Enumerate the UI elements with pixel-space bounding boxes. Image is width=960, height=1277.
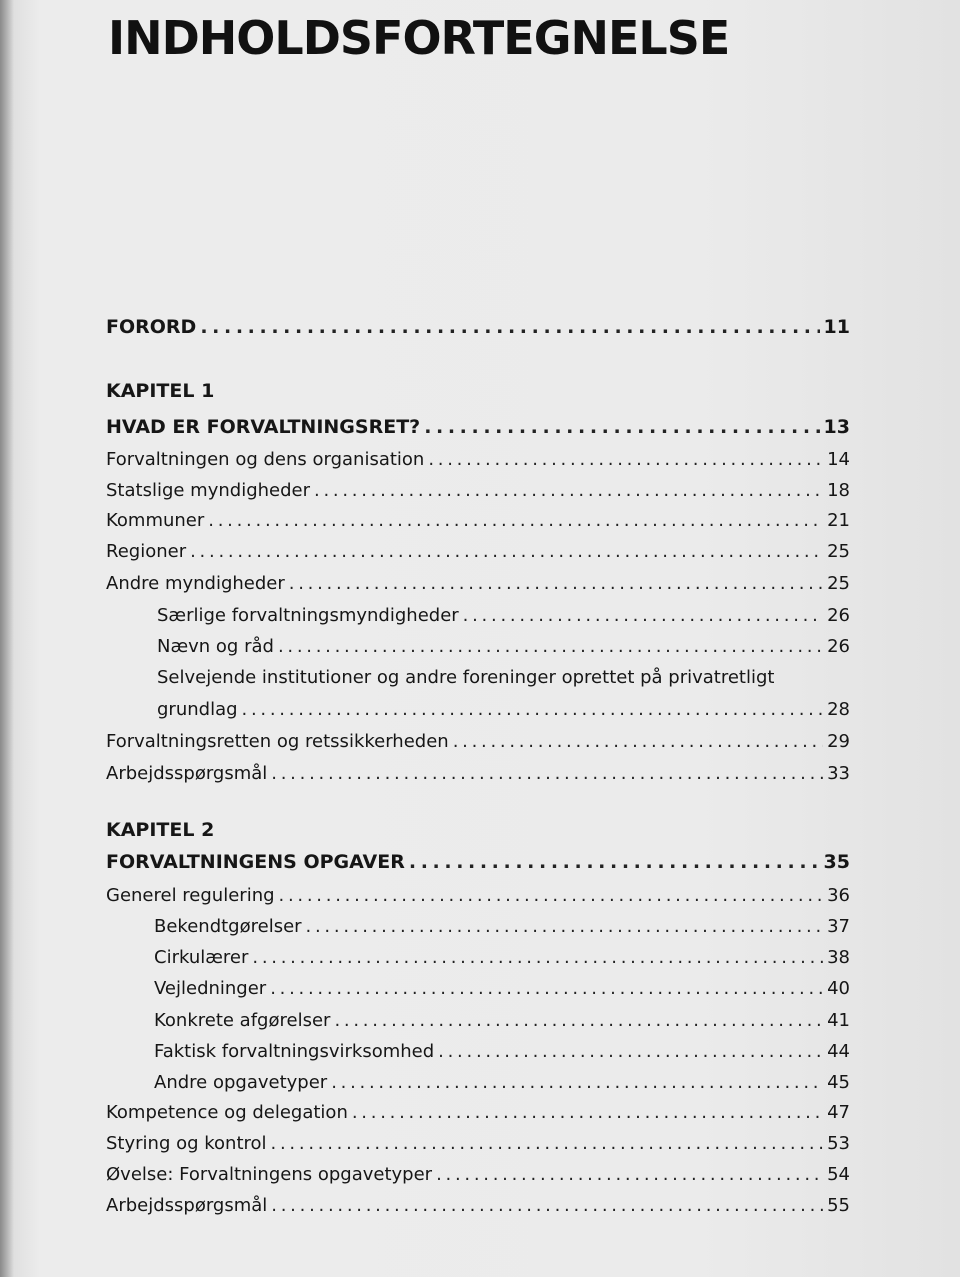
toc-subentry[interactable] [154, 915, 850, 939]
toc-entry-label: Arbejdsspørgsmål [106, 763, 268, 784]
toc-entry-label: Styring og kontrol [106, 1133, 267, 1154]
leader-dots [436, 1163, 823, 1187]
toc-entry-label: Bekendtgørelser [154, 916, 302, 937]
toc-chapter-heading[interactable] [106, 850, 850, 874]
toc-entry-label: Selvejende institutioner og andre foreninger oprettet på privatretligt [157, 667, 775, 688]
toc-entry[interactable] [106, 572, 850, 596]
toc-entry[interactable] [106, 1194, 850, 1218]
leader-dots [278, 635, 823, 659]
toc-subentry-line1[interactable] [157, 666, 850, 690]
leader-dots [190, 540, 823, 564]
toc-entry[interactable] [106, 448, 850, 472]
leader-dots [289, 572, 823, 596]
toc-entry-forord[interactable] [106, 315, 850, 339]
toc-entry-label: FORORD [106, 316, 197, 338]
toc-entry-label: Øvelse: Forvaltningens opgavetyper [106, 1164, 433, 1185]
toc-entry-page: 47 [827, 1102, 850, 1123]
leader-dots [252, 946, 823, 970]
leader-dots [279, 884, 824, 908]
toc-entry-page: 35 [823, 851, 850, 873]
toc-entry-page: 45 [827, 1072, 850, 1093]
toc-entry-page: 41 [827, 1010, 850, 1031]
page-title: INDHOLDSFORTEGNELSE [108, 11, 730, 65]
toc-chapter-heading[interactable] [106, 415, 850, 439]
leader-dots [208, 509, 823, 533]
toc-entry-page: 37 [827, 916, 850, 937]
toc-entry-page: 25 [827, 541, 850, 562]
toc-entry[interactable] [106, 1132, 850, 1156]
toc-entry-label: Kompetence og delegation [106, 1102, 348, 1123]
toc-entry-label: Særlige forvaltningsmyndigheder [157, 605, 459, 626]
toc-entry-label: Statslige myndigheder [106, 480, 311, 501]
leader-dots [314, 479, 823, 503]
toc-subentry[interactable] [154, 1040, 850, 1064]
toc-entry[interactable] [106, 509, 850, 533]
leader-dots [306, 915, 824, 939]
toc-entry-label: Forvaltningen og dens organisation [106, 449, 425, 470]
toc-entry[interactable] [106, 540, 850, 564]
toc-entry[interactable] [106, 479, 850, 503]
toc-subentry-line2[interactable] [157, 698, 850, 722]
toc-entry-page: 13 [823, 416, 850, 438]
toc-entry-page: 44 [827, 1041, 850, 1062]
toc-entry-label: Vejledninger [154, 978, 267, 999]
toc-entry-label: Forvaltningsretten og retssikkerheden [106, 731, 449, 752]
toc-subentry[interactable] [154, 977, 850, 1001]
leader-dots [200, 315, 819, 339]
leader-dots [463, 604, 823, 628]
leader-dots [424, 415, 819, 439]
leader-dots [242, 698, 824, 722]
toc-subentry[interactable] [157, 604, 850, 628]
leader-dots [453, 730, 823, 754]
toc-subentry[interactable] [157, 635, 850, 659]
toc-entry[interactable] [106, 1101, 850, 1125]
toc-entry-page: 11 [823, 316, 850, 338]
toc-entry-page: 55 [827, 1195, 850, 1216]
leader-dots [271, 1194, 823, 1218]
toc-entry-label: Regioner [106, 541, 187, 562]
toc-entry-label: Andre myndigheder [106, 573, 285, 594]
chapter-label: KAPITEL 2 [106, 819, 215, 841]
toc-entry[interactable] [106, 1163, 850, 1187]
toc-entry-page: 14 [827, 449, 850, 470]
toc-subentry[interactable] [154, 1071, 850, 1095]
leader-dots [270, 977, 823, 1001]
toc-entry-page: 38 [827, 947, 850, 968]
toc-subentry[interactable] [154, 1009, 850, 1033]
leader-dots [334, 1009, 823, 1033]
chapter-label: KAPITEL 1 [106, 380, 215, 402]
toc-entry-page: 26 [827, 605, 850, 626]
toc-entry-label: Faktisk forvaltningsvirksomhed [154, 1041, 435, 1062]
toc-entry[interactable] [106, 730, 850, 754]
leader-dots [271, 762, 823, 786]
toc-entry-label: grundlag [157, 699, 238, 720]
toc-entry-label: Cirkulærer [154, 947, 249, 968]
toc-entry-label: Generel regulering [106, 885, 275, 906]
toc-entry-page: 28 [827, 699, 850, 720]
toc-entry-page: 25 [827, 573, 850, 594]
toc-entry-page: 54 [827, 1164, 850, 1185]
leader-dots [409, 850, 820, 874]
toc-entry-label: Arbejdsspørgsmål [106, 1195, 268, 1216]
toc-entry-page: 53 [827, 1133, 850, 1154]
toc-entry-label: HVAD ER FORVALTNINGSRET? [106, 416, 421, 438]
toc-entry-label: Nævn og råd [157, 636, 274, 657]
toc-entry[interactable] [106, 884, 850, 908]
toc-entry-label: FORVALTNINGENS OPGAVER [106, 851, 405, 873]
toc-entry-label: Kommuner [106, 510, 205, 531]
toc-entry-page: 26 [827, 636, 850, 657]
toc-entry-label: Konkrete afgørelser [154, 1010, 331, 1031]
toc-entry-page: 18 [827, 480, 850, 501]
toc-entry-label: Andre opgavetyper [154, 1072, 328, 1093]
toc-entry[interactable] [106, 762, 850, 786]
leader-dots [438, 1040, 823, 1064]
leader-dots [331, 1071, 823, 1095]
toc-subentry[interactable] [154, 946, 850, 970]
leader-dots [428, 448, 823, 472]
leader-dots [271, 1132, 824, 1156]
toc-entry-page: 33 [827, 763, 850, 784]
toc-entry-page: 40 [827, 978, 850, 999]
toc-entry-page: 21 [827, 510, 850, 531]
toc-entry-page: 36 [827, 885, 850, 906]
leader-dots [352, 1101, 823, 1125]
toc-entry-page: 29 [827, 731, 850, 752]
